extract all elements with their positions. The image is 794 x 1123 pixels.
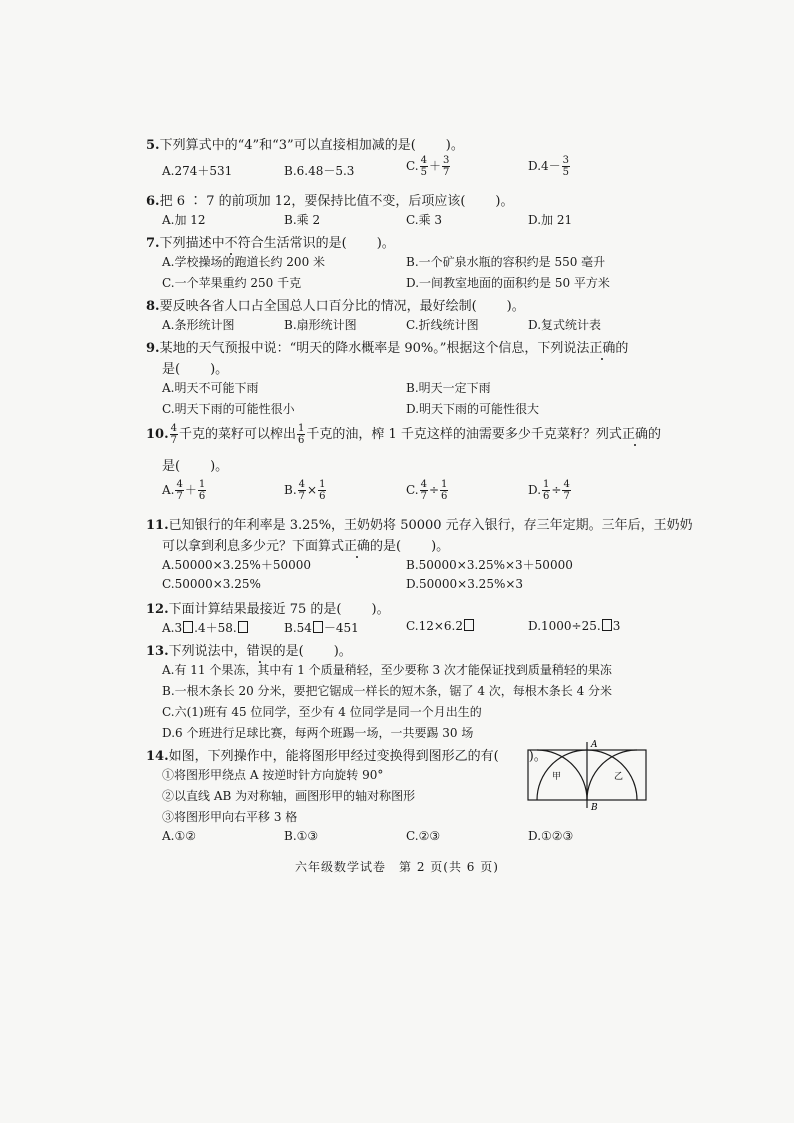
question-10: 10. $\frac{4}{7}$ 千克的菜籽可以榨出 $\frac{1}{6}$ 千克的油，榨 1 千克这样的油需要多少千克菜籽？列式正确的 xyxy=(146,423,661,446)
q11-option-b[interactable]: B.50000×3.25%×3＋50000 xyxy=(406,558,573,572)
q7-option-c[interactable]: C.一个苹果重约 250 千克 xyxy=(162,276,302,290)
label-jia: 甲 xyxy=(552,772,562,782)
question-12: 12.下面计算结果最接近 75 的是( )。 xyxy=(146,602,390,617)
fraction: $\frac{4}{7}$ xyxy=(176,479,183,502)
q13-option-a[interactable]: A.有 11 个果冻，其中有 1 个质量稍轻，至少要称 3 次才能保证找到质量稍轻的果冻 xyxy=(162,663,612,677)
shape-jia-outer-arc xyxy=(537,750,587,800)
q6-option-d[interactable]: D.加 21 xyxy=(528,213,573,227)
question-9: 9.某地的天气预报中说：“明天的降水概率是 90%。”根据这个信息，下列说法正确的 xyxy=(146,341,629,356)
fraction: $\frac{4}{7}$ xyxy=(170,423,177,446)
q5-option-c[interactable]: C. $\frac{4}{5}$ ＋ $\frac{3}{7}$ xyxy=(406,155,450,178)
q13-option-c[interactable]: C.六(1)班有 45 位同学，至少有 4 位同学是同一个月出生的 xyxy=(162,705,482,719)
q13-option-b[interactable]: B.一根木条长 20 分米，要把它锯成一样长的短木条，锯了 4 次，每根木条长 4 分米 xyxy=(162,684,613,698)
q5-option-d[interactable]: D.4－ $\frac{3}{5}$ xyxy=(528,155,570,178)
question-6: 6.把 6 ∶ 7 的前项加 12，要保持比值不变，后项应该( )。 xyxy=(146,194,514,209)
q12-option-b[interactable]: B.54 －451 xyxy=(284,621,359,635)
q8-option-b[interactable]: B.扇形统计图 xyxy=(284,318,357,332)
q6-option-a[interactable]: A.加 12 xyxy=(162,213,206,227)
question-14: 14.如图，下列操作中，能将图形甲经过变换得到图形乙的有( )。 xyxy=(146,749,547,764)
fraction: $\frac{4}{7}$ xyxy=(298,479,306,502)
fraction: $\frac{3}{7}$ xyxy=(442,155,450,178)
blank-box xyxy=(464,619,474,631)
page-footer: 六年级数学试卷 第 2 页(共 6 页) xyxy=(295,860,499,874)
q12-option-c[interactable]: C.12×6.2 xyxy=(406,619,475,633)
q7-option-a[interactable]: A.学校操场的跑道长约 200 米 xyxy=(162,255,326,269)
q5-option-a[interactable]: A.274＋531 xyxy=(162,164,233,178)
q11-option-d[interactable]: D.50000×3.25%×3 xyxy=(406,577,524,591)
q14-option-a[interactable]: A.①② xyxy=(162,829,196,843)
q11-option-c[interactable]: C.50000×3.25% xyxy=(162,577,261,591)
question-9-line2: 是( )。 xyxy=(162,362,229,377)
fraction: $\frac{4}{5}$ xyxy=(420,155,427,178)
question-11: 11.已知银行的年利率是 3.25%，王奶奶将 50000 元存入银行，存三年定期。三年后，王奶奶 xyxy=(146,518,693,533)
q14-operation-1: ①将图形甲绕点 A 按逆时针方向旋转 90° xyxy=(162,768,384,782)
question-7: 7.下列描述中不符合生活常识的是( )。 xyxy=(146,236,395,251)
q14-figure xyxy=(526,738,650,814)
q11-option-a[interactable]: A.50000×3.25%＋50000 xyxy=(162,558,312,572)
q9-option-d[interactable]: D.明天下雨的可能性很大 xyxy=(406,402,540,416)
label-b: B xyxy=(591,803,598,813)
label-a: A xyxy=(591,740,598,750)
question-10-line2: 是( )。 xyxy=(162,459,229,474)
fraction: $\frac{1}{6}$ xyxy=(298,423,305,446)
fraction: $\frac{1}{6}$ xyxy=(198,479,206,502)
q7-option-b[interactable]: B.一个矿泉水瓶的容积约是 550 毫升 xyxy=(406,255,606,269)
q8-option-c[interactable]: C.折线统计图 xyxy=(406,318,479,332)
blank-box xyxy=(313,621,323,633)
q14-operation-2: ②以直线 AB 为对称轴，画图形甲的轴对称图形 xyxy=(162,789,416,803)
fraction: $\frac{1}{6}$ xyxy=(319,479,326,502)
q10-option-c[interactable]: C. $\frac{4}{7}$ ÷ $\frac{1}{6}$ xyxy=(406,479,448,502)
shape-jia-inner-arc xyxy=(537,750,587,800)
shape-yi-inner-arc xyxy=(587,750,637,800)
fraction: $\frac{4}{7}$ xyxy=(563,479,570,502)
question-11-line2: 可以拿到利息多少元？下面算式正确的是( )。 xyxy=(162,539,450,554)
q14-option-c[interactable]: C.②③ xyxy=(406,829,441,843)
blank-box xyxy=(183,621,193,633)
q9-option-b[interactable]: B.明天一定下雨 xyxy=(406,381,491,395)
q13-option-d[interactable]: D.6 个班进行足球比赛，每两个班踢一场，一共要踢 30 场 xyxy=(162,726,474,740)
q12-option-d[interactable]: D.1000÷25. 3 xyxy=(528,619,621,633)
question-5: 5.下列算式中的“4”和“3”可以直接相加减的是( )。 xyxy=(146,138,464,153)
q8-option-d[interactable]: D.复式统计表 xyxy=(528,318,602,332)
label-yi: 乙 xyxy=(614,772,624,782)
blank-box xyxy=(602,619,612,631)
q12-option-a[interactable]: A.3 .4＋58. xyxy=(162,619,249,636)
q7-option-d[interactable]: D.一间教室地面的面积约是 50 平方米 xyxy=(406,276,610,290)
q5-option-b[interactable]: B.6.48－5.3 xyxy=(284,164,355,178)
q14-operation-3: ③将图形甲向右平移 3 格 xyxy=(162,810,298,824)
fraction: $\frac{1}{6}$ xyxy=(441,479,448,502)
q10-option-b[interactable]: B. $\frac{4}{7}$ × $\frac{1}{6}$ xyxy=(284,479,326,502)
question-8: 8.要反映各省人口占全国总人口百分比的情况，最好绘制( )。 xyxy=(146,299,525,314)
q10-option-d[interactable]: D. $\frac{1}{6}$ ÷ $\frac{4}{7}$ xyxy=(528,479,570,502)
shape-yi-outer-arc xyxy=(587,750,637,800)
q8-option-a[interactable]: A.条形统计图 xyxy=(162,318,235,332)
question-13: 13.下列说法中，错误的是( )。 xyxy=(146,644,352,659)
fraction: $\frac{1}{6}$ xyxy=(543,479,550,502)
q9-option-a[interactable]: A.明天不可能下雨 xyxy=(162,381,259,395)
q6-option-c[interactable]: C.乘 3 xyxy=(406,213,443,227)
fraction: $\frac{3}{5}$ xyxy=(562,155,570,178)
q14-option-d[interactable]: D.①②③ xyxy=(528,829,574,843)
blank-box xyxy=(238,621,248,633)
q9-option-c[interactable]: C.明天下雨的可能性很小 xyxy=(162,402,295,416)
q10-option-a[interactable]: A. $\frac{4}{7}$ ＋ $\frac{1}{6}$ xyxy=(162,479,206,502)
q6-option-b[interactable]: B.乘 2 xyxy=(284,213,321,227)
q14-option-b[interactable]: B.①③ xyxy=(284,829,319,843)
fraction: $\frac{4}{7}$ xyxy=(420,479,427,502)
